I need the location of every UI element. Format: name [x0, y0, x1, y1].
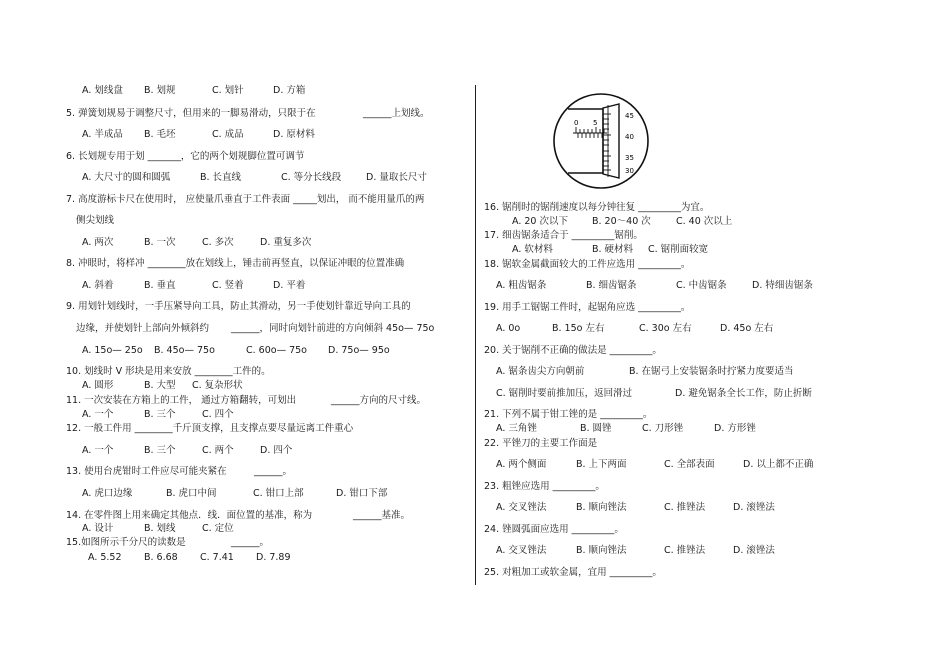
column-divider	[475, 85, 476, 585]
option-text: C. 复杂形状	[192, 380, 243, 391]
line-text: A. 三角锉	[496, 423, 537, 434]
option-text: C. 全部表面	[664, 459, 715, 470]
thimble-label: 45	[625, 112, 634, 120]
line-text: 16. 锯削时的锯削速度以每分钟往复 _________为宜。	[484, 202, 710, 213]
line-text: A. 20 次以下	[512, 216, 568, 227]
option-text: C. 等分长线段	[281, 172, 342, 183]
option-text: B. 长直线	[200, 172, 242, 183]
thimble-label: 30	[625, 167, 634, 175]
option-text: D. 避免锯条全长工作，防止折断	[675, 388, 812, 399]
line-text: A. 5.52	[88, 552, 122, 563]
option-text: B. 在锯弓上安装锯条时拧紧力度要适当	[629, 366, 794, 377]
line-text: A. 斜着	[82, 280, 114, 291]
line-text: A. 0o	[496, 323, 521, 334]
option-text: ______。	[231, 537, 270, 548]
option-text: B. 硬材料	[592, 244, 634, 255]
option-text: C. 划针	[212, 85, 244, 96]
line-text: 15.如图所示千分尺的读数是	[66, 537, 186, 548]
option-text: B. 上下两面	[576, 459, 627, 470]
sleeve-label: 0	[574, 119, 579, 127]
line-text: A. 锯条齿尖方向朝前	[496, 366, 585, 377]
line-text: 23. 粗锉应选用 _________。	[484, 481, 605, 492]
option-text: D. 方箱	[273, 85, 306, 96]
option-text: D. 钳口下部	[336, 488, 388, 499]
line-text: 24. 锉圆弧面应选用 _________。	[484, 524, 624, 535]
option-text: B. 三个	[144, 409, 176, 420]
option-text: C. 7.41	[200, 552, 234, 563]
option-text: B. 顺向锉法	[576, 545, 627, 556]
line-text: A. 半成品	[82, 129, 123, 140]
option-text: C. 锯削面较宽	[648, 244, 709, 255]
option-text: C. 60o— 75o	[246, 345, 307, 356]
option-text: C. 多次	[202, 237, 234, 248]
option-text: D. 特细齿锯条	[752, 280, 813, 291]
line-text: 17. 细齿锯条适合于 _________锯削。	[484, 230, 643, 241]
option-text: B. 一次	[144, 237, 176, 248]
line-text: 21. 下列不属于钳工锉的是 _________。	[484, 409, 653, 420]
option-text: B. 圆锉	[580, 423, 612, 434]
option-text: D. 四个	[260, 445, 293, 456]
option-text: C. 30o 左右	[639, 323, 692, 334]
option-text: B. 毛坯	[144, 129, 176, 140]
sleeve-label: 5	[593, 119, 598, 127]
line-text: 18. 锯软金属截面较大的工件应选用 _________。	[484, 259, 691, 270]
line-text: 20. 关于锯削不正确的做法是 _________。	[484, 345, 662, 356]
option-text: C. 定位	[202, 523, 234, 534]
line-text: C. 锯削时要前推加压，返回滑过	[496, 388, 633, 399]
thimble-scale-ticks	[603, 114, 611, 170]
line-text: A. 虎口边缘	[82, 488, 133, 499]
line-text: A. 大尺寸的圆和圆弧	[82, 172, 171, 183]
line-text: 侧尖划线	[76, 215, 115, 226]
option-text: ______。	[254, 466, 293, 477]
line-text: 5. 弹簧划规易于调整尺寸，但用来的一脚易滑动，只限于在	[66, 108, 316, 119]
option-text: B. 划规	[144, 85, 176, 96]
line-text: 13. 使用台虎钳时工件应尽可能夹紧在	[66, 466, 227, 477]
line-text: 边缘，并使划针上部向外倾斜约	[76, 323, 210, 334]
option-text: C. 推锉法	[664, 545, 706, 556]
option-text: B. 20～40 次	[592, 216, 651, 227]
line-text: 10. 划线时 V 形块是用来安放 ________工件的。	[66, 366, 271, 377]
option-text: D. 7.89	[256, 552, 291, 563]
line-text: A. 一个	[82, 445, 114, 456]
option-text: D. 量取长尺寸	[366, 172, 427, 183]
option-text: B. 15o 左右	[552, 323, 605, 334]
option-text: C. 40 次以上	[676, 216, 733, 227]
option-text: D. 以上都不正确	[743, 459, 814, 470]
option-text: B. 划线	[144, 523, 176, 534]
line-text: A. 软材料	[512, 244, 553, 255]
line-text: 8. 冲眼时，将样冲 ________放在划线上，锤击前再竖直，以保证冲眼的位置准确	[66, 258, 405, 269]
option-text: C. 成品	[212, 129, 244, 140]
option-text: C. 钳口上部	[253, 488, 304, 499]
option-text: D. 方形锉	[714, 423, 756, 434]
line-text: 12. 一般工件用 ________千斤顶支撑，且支撑点要尽量远离工件重心	[66, 423, 354, 434]
option-text: B. 大型	[144, 380, 176, 391]
line-text: A. 15o— 25o	[82, 345, 143, 356]
option-text: B. 三个	[144, 445, 176, 456]
option-text: D. 平着	[273, 280, 306, 291]
line-text: A. 两个侧面	[496, 459, 547, 470]
line-text: A. 粗齿锯条	[496, 280, 547, 291]
option-text: ______基准。	[353, 510, 411, 521]
option-text: B. 顺向锉法	[576, 502, 627, 513]
option-text: C. 四个	[202, 409, 234, 420]
option-text: C. 刀形锉	[642, 423, 684, 434]
line-text: 22. 平锉刀的主要工作面是	[484, 438, 598, 449]
option-text: ______，同时向划针前进的方向倾斜 45o— 75o	[231, 323, 435, 334]
option-text: C. 两个	[202, 445, 234, 456]
line-text: 25. 对粗加工或软金属，宜用 _________。	[484, 567, 662, 578]
line-text: 11. 一次安装在方箱上的工件， 通过方箱翻转，可划出	[66, 395, 297, 406]
option-text: D. 重复多次	[260, 237, 312, 248]
option-text: D. 45o 左右	[720, 323, 774, 334]
option-text: D. 滚锉法	[733, 502, 775, 513]
option-text: B. 6.68	[144, 552, 178, 563]
option-text: ______上划线。	[363, 108, 430, 119]
option-text: C. 竖着	[212, 280, 244, 291]
thimble-label: 35	[625, 154, 634, 162]
line-text: A. 圆形	[82, 380, 114, 391]
line-text: 19. 用手工锯锯工件时，起锯角应选 _________。	[484, 302, 691, 313]
thimble-outline	[603, 104, 619, 178]
thimble-label: 40	[625, 133, 634, 141]
line-text: A. 交叉锉法	[496, 545, 547, 556]
option-text: D. 滚锉法	[733, 545, 775, 556]
line-text: 9. 用划针划线时，一手压紧导向工具，防止其滑动，另一手使划针靠近导向工具的	[66, 301, 411, 312]
line-text: 6. 长划规专用于划 _______，它的两个划规脚位置可调节	[66, 151, 305, 162]
micrometer-figure	[543, 90, 663, 190]
line-text: 7. 高度游标卡尺在使用时， 应使量爪垂直于工件表面 _____划出， 而不能用量爪的两	[66, 194, 425, 205]
line-text: A. 划线盘	[82, 85, 123, 96]
line-text: A. 两次	[82, 237, 114, 248]
option-text: B. 细齿锯条	[586, 280, 637, 291]
line-text: A. 交叉锉法	[496, 502, 547, 513]
option-text: B. 垂直	[144, 280, 176, 291]
option-text: D. 原材料	[273, 129, 315, 140]
line-text: 14. 在零件图上用来确定其他点．线．面位置的基准，称为	[66, 510, 313, 521]
line-text: A. 一个	[82, 409, 114, 420]
option-text: C. 推锉法	[664, 502, 706, 513]
line-text: A. 设计	[82, 523, 114, 534]
option-text: B. 虎口中间	[166, 488, 217, 499]
option-text: C. 中齿锯条	[676, 280, 727, 291]
option-text: D. 75o— 95o	[328, 345, 390, 356]
option-text: B. 45o— 75o	[154, 345, 215, 356]
option-text: ______方向的尺寸线。	[331, 395, 427, 406]
